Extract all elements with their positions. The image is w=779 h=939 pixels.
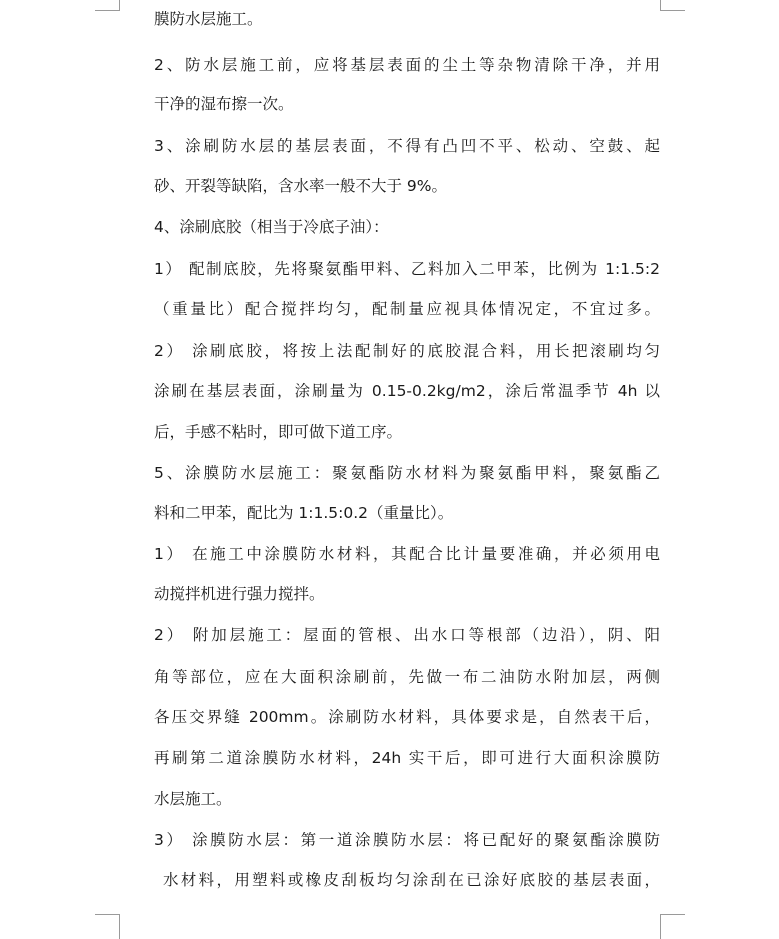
text-line: 各压交界缝 200mm。涂刷防水材料，具体要求是，自然表干后，: [154, 708, 660, 726]
text-line: 2） 涂刷底胶，将按上法配制好的底胶混合料，用长把滚刷均匀: [154, 342, 660, 360]
text-line: 膜防水层施工。: [154, 10, 263, 28]
text-line: 料和二甲苯，配比为 1:1.5:0.2（重量比）。: [154, 504, 454, 522]
text-line: 2） 附加层施工：屋面的管根、出水口等根部（边沿），阴、阳: [154, 626, 660, 644]
text-line: 3） 涂膜防水层：第一道涂膜防水层：将已配好的聚氨酯涂膜防: [154, 831, 660, 849]
page-corner-mark-top-right: [660, 0, 685, 11]
text-line: 1） 在施工中涂膜防水材料，其配合比计量要准确，并必须用电: [154, 545, 660, 563]
page-corner-mark-bottom-left: [95, 914, 120, 939]
text-line: 水材料，用塑料或橡皮刮板均匀涂刮在已涂好底胶的基层表面，: [163, 871, 660, 889]
text-line: 2、防水层施工前，应将基层表面的尘土等杂物清除干净，并用: [154, 56, 660, 74]
text-line: 3、涂刷防水层的基层表面，不得有凸凹不平、松动、空鼓、起: [154, 137, 660, 155]
text-line: 5、涂膜防水层施工：聚氨酯防水材料为聚氨酯甲料，聚氨酯乙: [154, 464, 660, 482]
text-line: 动搅拌机进行强力搅拌。: [154, 585, 325, 603]
page-corner-mark-bottom-right: [660, 914, 685, 939]
text-line: 再刷第二道涂膜防水材料，24h 实干后，即可进行大面积涂膜防: [154, 749, 660, 767]
text-line: 后，手感不粘时，即可做下道工序。: [154, 423, 403, 441]
text-line: 1） 配制底胶，先将聚氨酯甲料、乙料加入二甲苯，比例为 1:1.5:2: [154, 260, 660, 278]
text-line: （重量比）配合搅拌均匀，配制量应视具体情况定，不宜过多。: [154, 300, 660, 318]
page-corner-mark-top-left: [95, 0, 120, 11]
text-line: 角等部位，应在大面积涂刷前，先做一布二油防水附加层，两侧: [154, 668, 660, 686]
text-line: 砂、开裂等缺陷，含水率一般不大于 9%。: [154, 177, 448, 195]
text-line: 4、涂刷底胶（相当于冷底子油）：: [154, 218, 389, 236]
text-line: 干净的湿布擦一次。: [154, 95, 294, 113]
text-line: 涂刷在基层表面，涂刷量为 0.15-0.2kg/m2，涂后常温季节 4h 以: [154, 382, 660, 400]
text-line: 水层施工。: [154, 790, 232, 808]
